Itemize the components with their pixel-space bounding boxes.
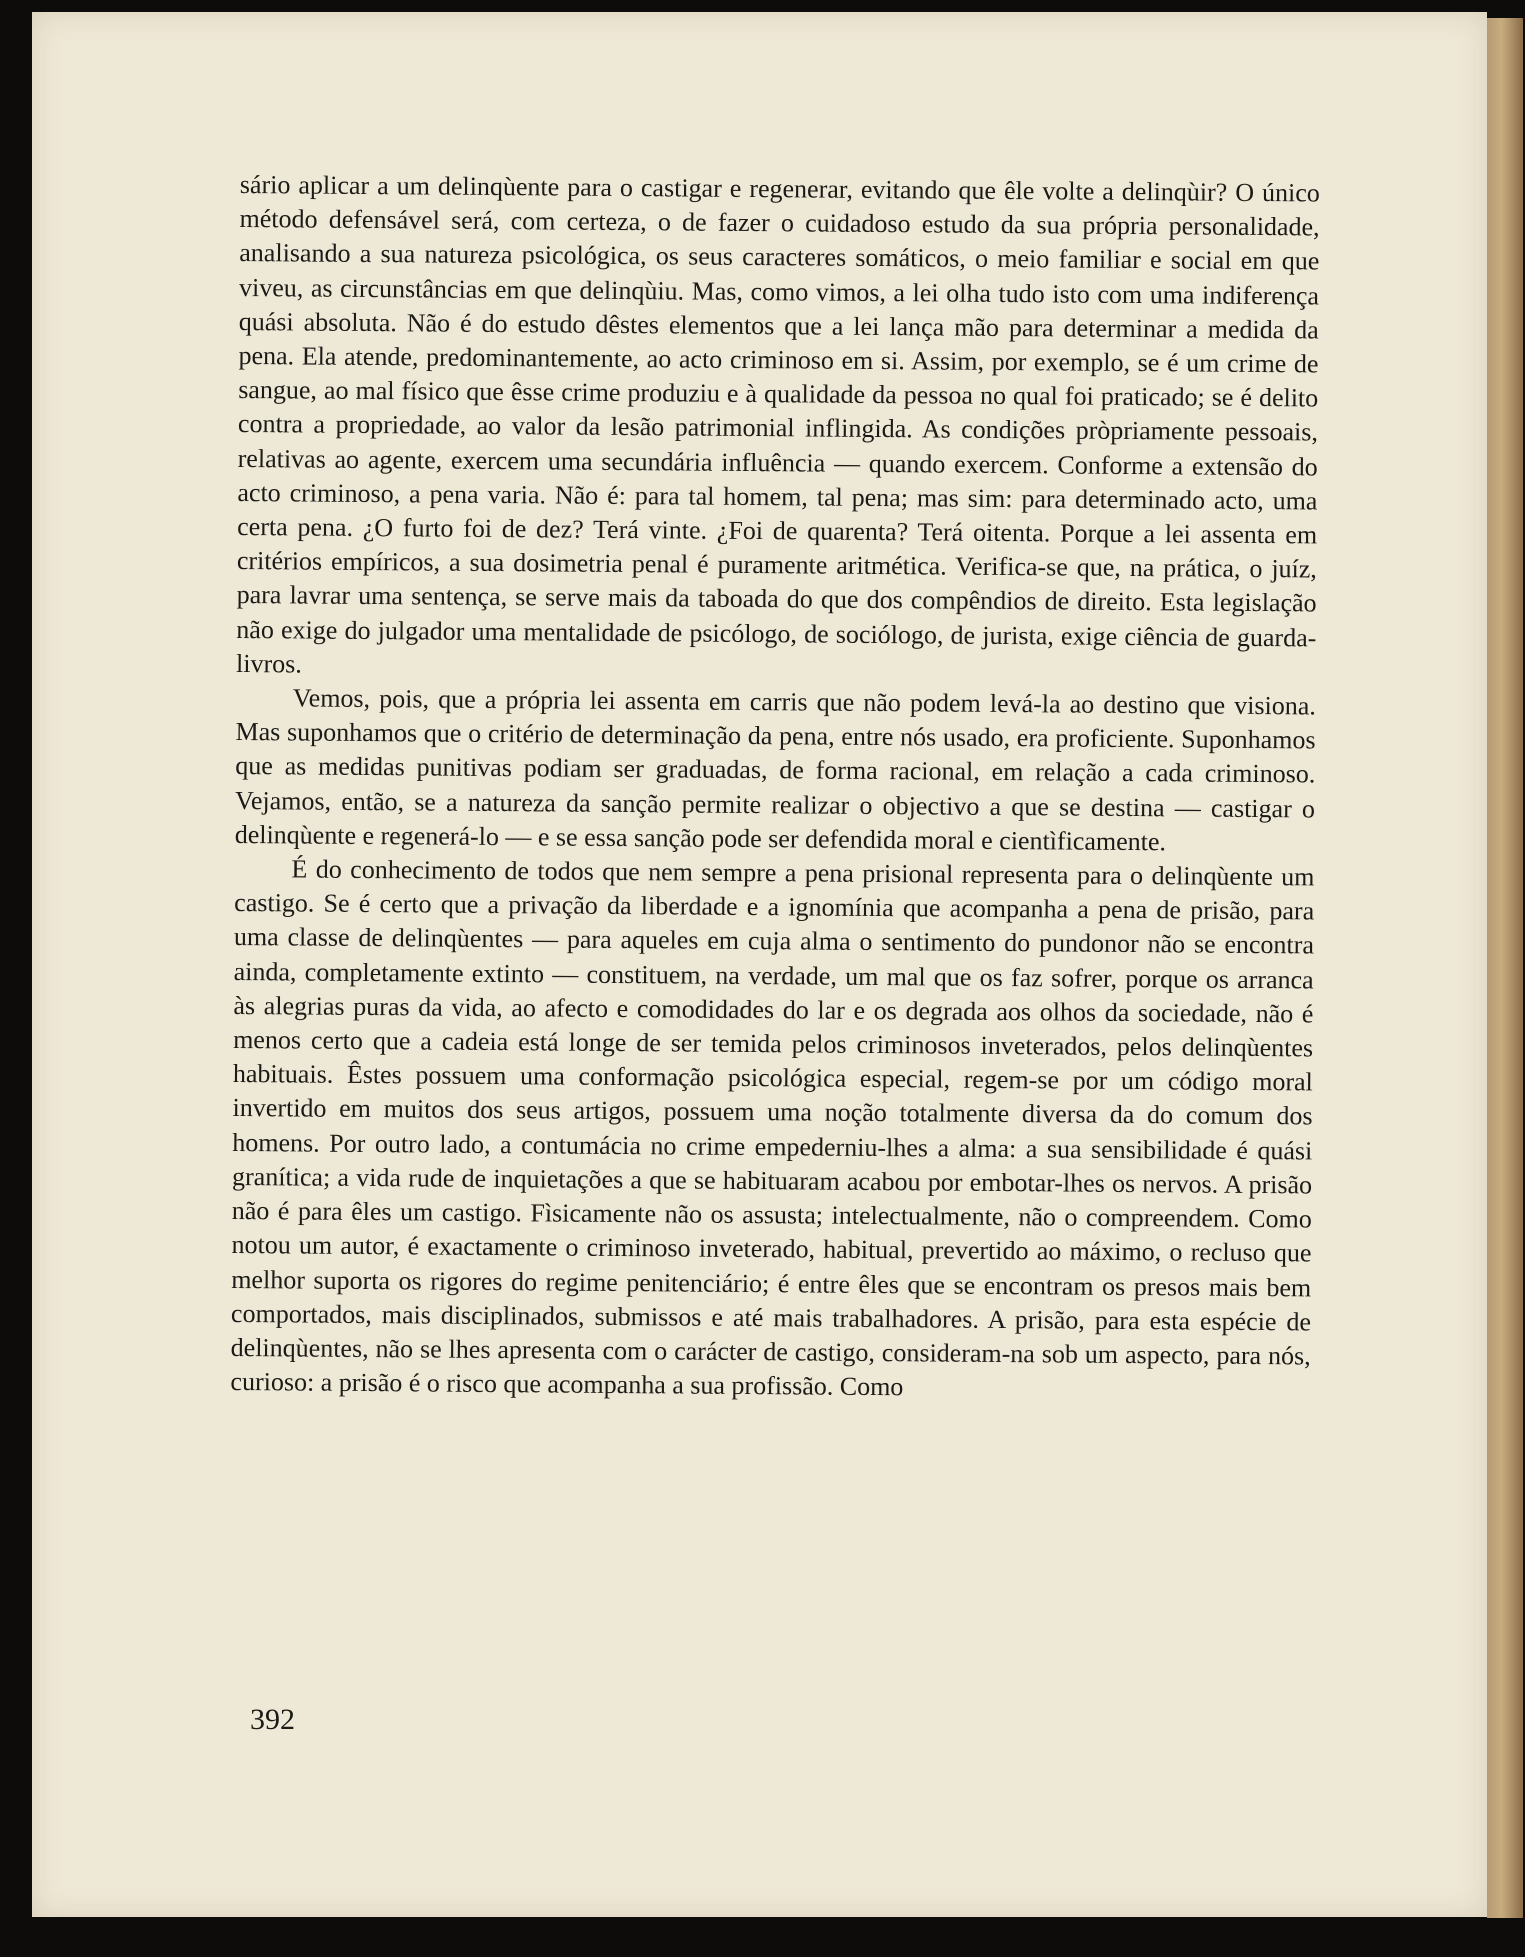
page-number: 392 [250,1703,295,1736]
paragraph-1: sário aplicar a um delinqùente para o castigar e regenerar, evitando que êle volte a delinqùir? O único método defensável será, com certeza, o de fazer o cuidadoso estudo da sua própria personalidade, analisando a sua natureza psicológica, os seus caracteres somáticos, o meio familiar e social em que viveu, as circunstâncias em que delinqùiu. Mas, como vimos, a lei olha tudo isto com uma indiferença quási absoluta. Não é do estudo dêstes elementos que a lei lança mão para determinar a medida da pena. Ela atende, predominantemente, ao acto criminoso em si. Assim, por exemplo, se é um crime de sangue, ao mal físico que êsse crime produziu e à qualidade da pessoa no qual foi praticado; se é delito contra a propriedade, ao valor da lesão patrimonial inflingida. As condições pròpriamente pessoais, relativas ao agente, exercem uma secundária influência — quando exercem. Conforme a extensão do acto criminoso, a pena varia. Não é: para tal homem, tal pena; mas sim: para determinado acto, uma certa pena. ¿O furto foi de dez? Terá vinte. ¿Foi de quarenta? Terá oitenta. Porque a lei assenta em critérios empíricos, a sua dosimetria penal é puramente aritmética. Verifica-se que, na prática, o juíz, para lavrar uma sentença, se serve mais da taboada do que dos compêndios de direito. Esta legislação não exige do julgador uma mentalidade de psicólogo, de sociólogo, de jurista, exige ciência de guarda-livros. [235,169,1320,679]
paragraph-3: É do conhecimento de todos que nem sempre a pena prisional representa para o delinqùente um castigo. Se é certo que a privação da liberdade e a ignomínia que acompanha a pena de prisão, para uma classe de delinqùentes — para aqueles em cuja alma o sentimento do pundonor não se encontra ainda, completamente extinto — constituem, na verdade, um mal que os faz sofrer, porque os arranca às alegrias puras da vida, ao afecto e comodidades do lar e os degrada aos olhos da sociedade, não é menos certo que a cadeia está longe de ser temida pelos criminosos inveterados, pelos delinqùentes habituais. Êstes possuem uma conformação psicológica especial, regem-se por um código moral invertido em muitos dos seus artigos, possuem uma noção totalmente diversa da do comum dos homens. Por outro lado, a contumácia no crime empederniu-lhes a alma: a sua sensibilidade é quási granítica; a vida rude de inquietações a que se habituaram acabou por embotar-lhes os nervos. A prisão não é para êles um castigo. Fìsicamente não os assusta; intelectualmente, não o compreendem. Como notou um autor, é exactamente o criminoso inveterado, habitual, prevertido ao máximo, o recluso que melhor suporta os rigores do regime penitenciário; é entre êles que se encontram os presos mais bem comportados, mais disciplinados, submissos e até mais trabalhadores. A prisão, para esta espécie de delinqùentes, não se lhes apresenta com o carácter de castigo, consideram-na sob um aspecto, para nós, curioso: a prisão é o risco que acompanha a sua profissão. Como [230,854,1315,1402]
page-edge [1487,18,1523,1918]
paragraph-2: Vemos, pois, que a própria lei assenta em carris que não podem levá-la ao destino que visiona. Mas suponhamos que o critério de determinação da pena, entre nós usado, era proficiente. Suponhamos que as medidas punitivas podiam ser graduadas, de forma racional, em relação a cada criminoso. Vejamos, então, se a natureza da sanção permite realizar o objectivo a que se destina — castigar o delinqùente e regenerá-lo — e se essa sanção pode ser defendida moral e cientìficamente. [234,683,1316,857]
body-text [230,168,1320,1408]
